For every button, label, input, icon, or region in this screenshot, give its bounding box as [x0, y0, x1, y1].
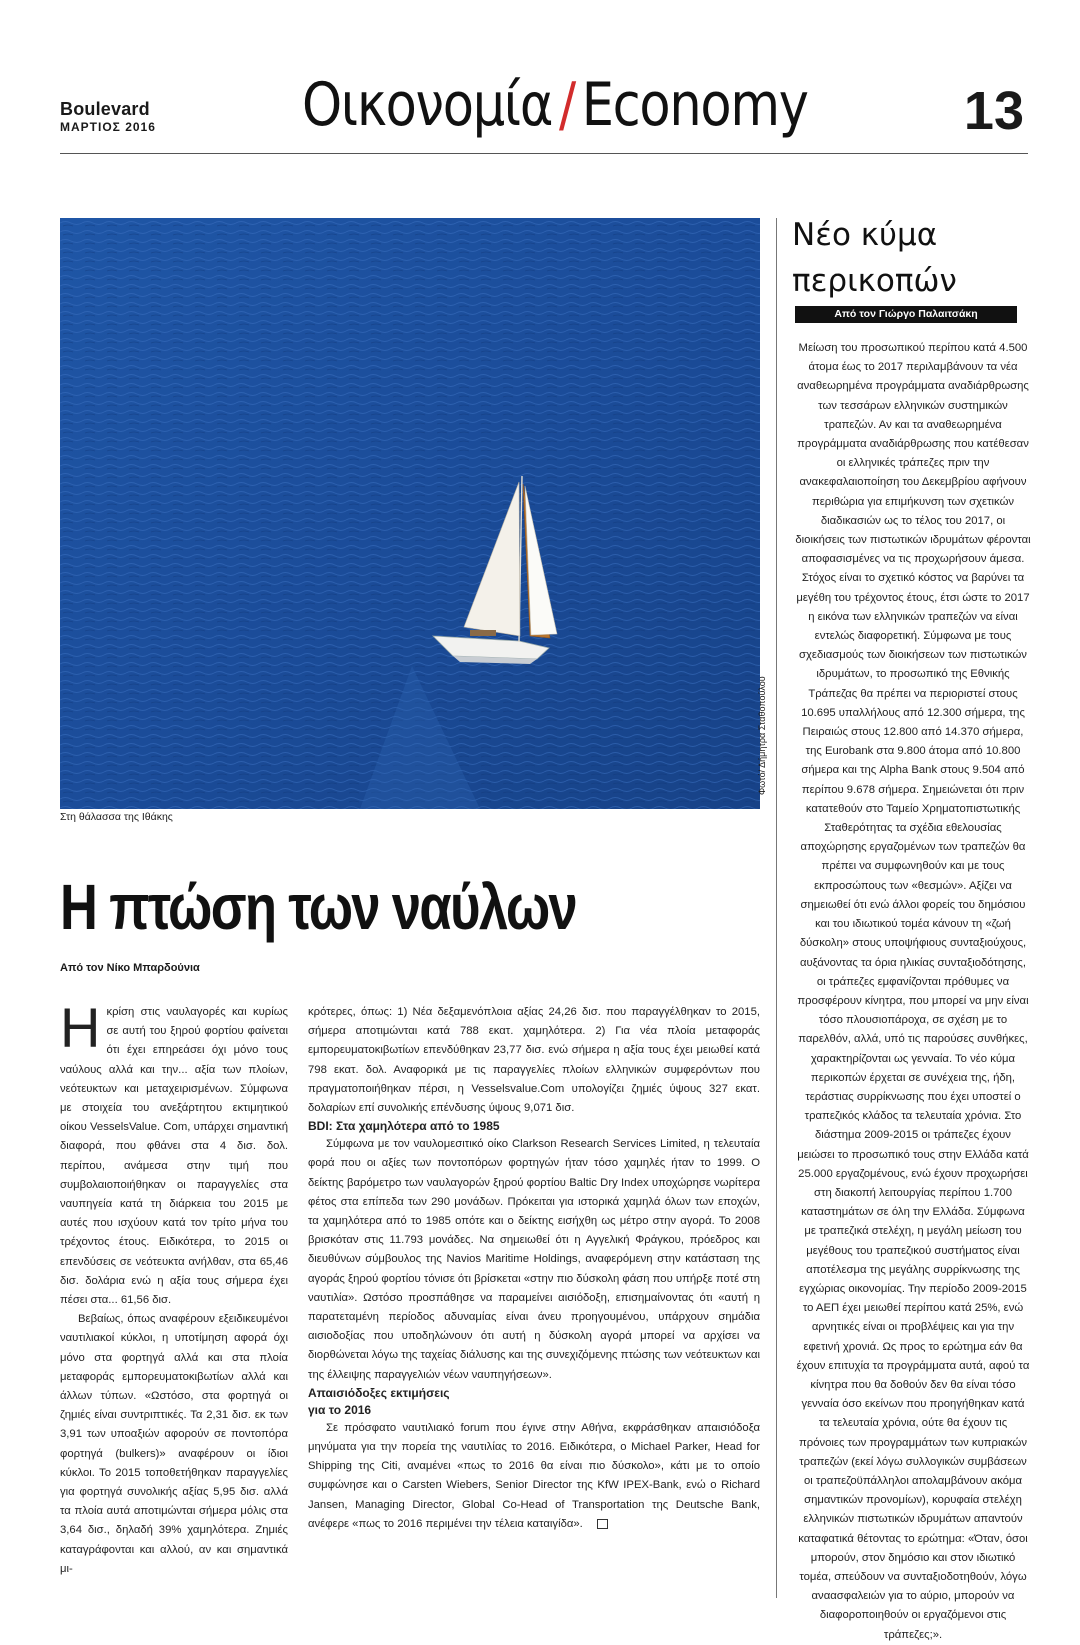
- subheading-line: για το 2016: [308, 1402, 372, 1417]
- subheading-line: Απαισιόδοξες εκτιμήσεις: [308, 1385, 450, 1400]
- sidebar-title-line: περικοπών: [792, 263, 957, 299]
- article-paragraph: [60, 996, 288, 1310]
- brand-logo: Boulevard: [60, 99, 150, 119]
- sailboat-photo: [60, 218, 760, 809]
- end-mark-icon: [597, 1519, 608, 1529]
- article-paragraph: [308, 1419, 760, 1534]
- subheading: [308, 1385, 760, 1419]
- sidebar-divider: [776, 218, 777, 1598]
- photo-credit: Φωτό/ Δήμητρα Σταθοπούλου: [757, 676, 767, 795]
- section-title-separator: /: [559, 70, 575, 140]
- article-paragraph: Σύμφωνα με τον ναυλομεσιτικό οίκο Clarkson Research Services Limited, η τελευταία φορά που οι αξίες των ποντοπόρων φορτηγών ήταν τόσο χαμηλές ήταν το 1999. Ο δείκτης βαρόμετρο των ναυλαγορών ξηρού φορτίου Baltic Dry Index υποχώρησε νωρίτερα φέτος στα επίπεδα των 290 μονάδων. Πρόκειται για ιστορικά χαμηλά όλων των εποχών, τα χαμηλότερα από το 1985 οπότε και ο δείκτης εισήχθη ως μέτρο στην αγορά. Το 2008 βρισκόταν στις 11.793 μονάδες. Να σημειωθεί ότι η Αγγελική Φράγκου, πρόεδρος και διευθύνων σύμβουλος της Navios Maritime Holdings, αναφερόμενη στην κατάσταση της αγοράς ξηρού φορτίου τόνισε ότι βρίσκεται «στην πιο δύσκολη φάση που υπήρξε ποτέ στη ναυτιλία». Ωστόσο προσπάθησε να παραμείνει αισιόδοξη, επισημαίνοντας ότι «αυτή η παρατεταμένη περίοδος αδυναμίας είναι άνευ προηγουμένου, υπάρχουν σημάδια αισιοδοξίας που υποδηλώνουν ότι αυτή η δύσκολη αγορά μπορεί να αρχίσει να διορθώνεται λόγω της ταχείας διάλυσης και της συνεχιζόμενης πτώσης των νεότευκτων και της έλλειψης παραγγελιών νέων ναυπηγήσεων».: [308, 1138, 760, 1381]
- paragraph-text: κρίση στις ναυλαγορές και κυρίως σε αυτή του ξηρού φορτίου φαίνεται ότι έχει επηρεάσει όχι μόνο τους ναύλους αλλά και την... αξία των πλοίων, νεότευκτων και μεταχειρισμένων. Σύμφωνα με στοιχεία του ανεξάρτητου εκτιμητικού οίκου VesselsValue. Com, υπάρχει σημαντική διαφορά, που φθάνει στα 4 δισ. δολ. περίπου, ανάμεσα στην τιμή που συμβολαιοποιήθηκαν οι παραγγελίες στα ναυπηγεία κατά τη διάρκεια του 2015 με αυτές που ισχύουν κατά τον τρίτο μήνα του τρέχοντος έτους. Ειδικότερα, το 2015 οι επενδύσεις σε νεότευκτα ανήλθαν, στα 65,46 δισ. δολάρια ενώ η αξία τους σήμερα έχει πέσει στα... 61,56 δισ.: [60, 1006, 288, 1307]
- article-paragraph: κρότερες, όπως: 1) Νέα δεξαμενόπλοια αξίας 24,26 δισ. που παραγγέλθηκαν το 2015, σήμερα αποτιμώνται κατά 788 εκατ. χαμηλότερα. 2) Για νέα πλοία μεταφοράς εμπορευματοκιβωτίων επενδύθηκαν 23,77 δισ. ενώ σήμερα η αξία τους έχει μειωθεί κατά 798 εκατ. δολ. Αναφορικά με τις παραγγελίες πλοίων ελληνικών συμφερόντων που πραγματοποιήθηκαν πέρσι, η Vesselsvalue.Com υπολογίζει ζημιές ύψους 327 εκατ. δολαρίων επί συνολικής επένδυσης ύψους 9,071 δισ.: [308, 1006, 760, 1115]
- issue-date: ΜΑΡΤΙΟΣ 2016: [60, 120, 156, 134]
- sidebar-byline: Από τον Γιώργο Παλαιτσάκη: [795, 306, 1017, 323]
- article-byline: Από τον Νίκο Μπαρδούνια: [60, 962, 200, 974]
- photo-caption: Στη θάλασσα της Ιθάκης: [60, 811, 173, 823]
- article-headline: Η πτώση των ναύλων: [60, 871, 577, 943]
- masthead: [60, 100, 156, 134]
- article-column-2: [308, 1003, 760, 1534]
- sidebar-title-line: Νέο κύμα: [792, 217, 938, 253]
- section-title-greek: Οικονομία: [302, 70, 553, 140]
- sidebar-title: [792, 212, 957, 304]
- header-divider: [60, 153, 1028, 154]
- article-paragraph: Βεβαίως, όπως αναφέρουν εξειδικευμένοι ναυτιλιακοί κύκλοι, η υποτίμηση αφορά όχι μόνο στα φορτηγά αλλά και στα πλοία μεταφοράς εμπορευματοκιβωτίων αλλά και άλλων τύπων. «Ωστόσο, στα φορτηγά οι ζημιές είναι συντριπτικές. Τα 2,31 δισ. εκ των 3,91 των υποαξιών αφορούν σε ποντοπόρα φορτηγά (bulkers)» αναφέρουν οι ίδιοι κύκλοι. Το 2015 τοποθετήθηκαν παραγγελίες για φορτηγά συνολικής αξίας 5,95 δισ. αλλά τα πλοία αυτά αποτιμώνται σήμερα μόλις στα 3,64 δισ., δηλαδή 39% χαμηλότερα. Ζημιές καταγράφονται και αλλού, αν και σημαντικά μι-: [60, 1313, 288, 1575]
- subheading: BDI: Στα χαμηλότερα από το 1985: [308, 1119, 500, 1134]
- sidebar-body: [795, 339, 1031, 1645]
- sidebar-paragraph: Μείωση του προσωπικού περίπου κατά 4.500 άτομα έως το 2017 περιλαμβάνουν τα νέα αναθεωρημένα προγράμματα αναδιάρθρωσης των τεσσάρων ελληνικών συστημικών τραπεζών. Αν και τα αναθεωρημένα προγράμματα αναδιάρθρωσης που κατέθεσαν οι ελληνικές τράπεζες πριν την ανακεφαλαιοποίηση του Δεκεμβρίου αφήνουν περιθώρια για επιμήκυνση των σχετικών διαδικασιών ως το τέλος του 2017, οι διοικήσεις των πιστωτικών ιδρυμάτων φέρονται αποφασισμένες να τις προχωρήσουν άμεσα. Στόχος είναι το σχετικό κόστος να βαρύνει τα μεγέθη του τρέχοντος έτους, έτσι ώστε το 2017 η εικόνα των ελληνικών τραπεζών να είναι εντελώς διαφορετική. Σύμφωνα με τους σχεδιασμούς των διοικήσεων των πιστωτικών ιδρυμάτων, το προσωπικό της Εθνικής Τράπεζας θα πρέπει να περιοριστεί στους 10.695 υπαλλήλους από 12.300 σήμερα, της Πειραιώς στους 12.800 από 14.370 σήμερα, της Eurobank στα 9.800 άτομα από 10.800 σήμερα και της Alpha Bank στους 9.504 από περίπου 9.678 σήμερα. Σημειώνεται ότι πριν κατατεθούν στο Ταμείο Χρηματοπιστωτικής Σταθερότητας τα σχέδια εθελουσίας αποχώρησης εργαζομένων των τραπεζών θα πρέπει να συμφωνηθούν και με τους εκπροσώπους των «θεσμών». Αξίζει να σημειωθεί ότι ενώ άλλοι φορείς του δημόσιου και του ιδιωτικού τομέα κάνουν τη «ζωή δύσκολη» στους υποψήφιους συνταξιούχους, αυξάνοντας τα όρια ηλικίας συνταξιοδότησης, οι τράπεζες εμφανίζονται πρόθυμες να προσφέρουν κίνητρα, που μπορεί να μην είναι τόσο πλουσιοπάροχα, σε σχέση με το παρελθόν, αλλά, υπό τις παρούσες συνθήκες, χαρακτηρίζονται ως γενναία. Το νέο κύμα περικοπών έρχεται σε συνέχεια της, ήδη, τεράστιας συρρίκνωσης που έχει υποστεί ο τραπεζικός κλάδος τα τελευταία χρόνια. Στο διάστημα 2009-2015 οι τράπεζες έχουν μειώσει το προσωπικό τους στην Ελλάδα κατά 25.000 εργαζομένους, ενώ έχουν προχωρήσει στη διακοπή λειτουργίας περίπου 1.700 καταστημάτων σε όλη την Ελλάδα. Σύμφωνα με τραπεζικά στελέχη, η μεγάλη μείωση του μεγέθους του τραπεζικού συστήματος είναι αποτέλεσμα της μεγάλης συρρίκνωσης της εγχώριας οικονομίας. Την περίοδο 2009-2015 το ΑΕΠ έχει μειωθεί περίπου κατά 25%, ενώ αρνητικές είναι οι προβλέψεις και για την εφετινή χρονιά. Ως προς το ερώτημα εάν θα έχουν επιτυχία τα προγράμματα αυτά, αφού τα κίνητρα που θα δοθούν δεν θα είναι τόσο γενναία όσο εκείνων που προηγήθηκαν κατά τα τελευταία χρόνια, ούτε θα έχουν τις πρόνοιες των προγραμμάτων των κυπριακών τραπεζών (εκεί λόγω συλλογικών συμβάσεων οι τραπεζοϋπάλληλοι απολαμβάνουν ακόμα σημαντικών προνομίων), κορυφαία στελέχη ελληνικών πιστωτικών ιδρυμάτων απαντούν καταφατικά θέτοντας το ερώτημα: «Όταν, όσοι μπορούν, στον δημόσιο και στον ιδιωτικό τομέα, σπεύδουν να συνταξιοδοτηθούν, λόγω αναασφαλειών για το αύριο, μπορούν να διαφοροποιηθούν οι εργαζόμενοι στις τράπεζες;».: [795, 342, 1031, 1641]
- article-column-1: [60, 996, 288, 1579]
- section-title: [302, 70, 808, 140]
- drop-cap: Η: [60, 996, 101, 1059]
- page-number: 13: [963, 81, 1024, 141]
- section-title-english: Economy: [581, 70, 808, 140]
- paragraph-text: Σε πρόσφατο ναυτιλιακό forum που έγινε στην Αθήνα, εκφράσθηκαν απαισιόδοξα μηνύματα για την πορεία της ναυτιλίας το 2016. Ειδικότερα, ο Michael Parker, Head for Shipping της Citi, αναμένει «πως το 2016 θα είναι πιο δύσκολο», κάτι με το οποίο συμφώνησε και ο Carsten Wiebers, Senior Director της KfW IPEX-Bank, ενώ ο Richard Jansen, Managing Director, Global Co-Head of Transportation της Deutsche Bank, ανέφερε «πως το 2016 περιμένει την τέλεια καταιγίδα».: [308, 1421, 760, 1530]
